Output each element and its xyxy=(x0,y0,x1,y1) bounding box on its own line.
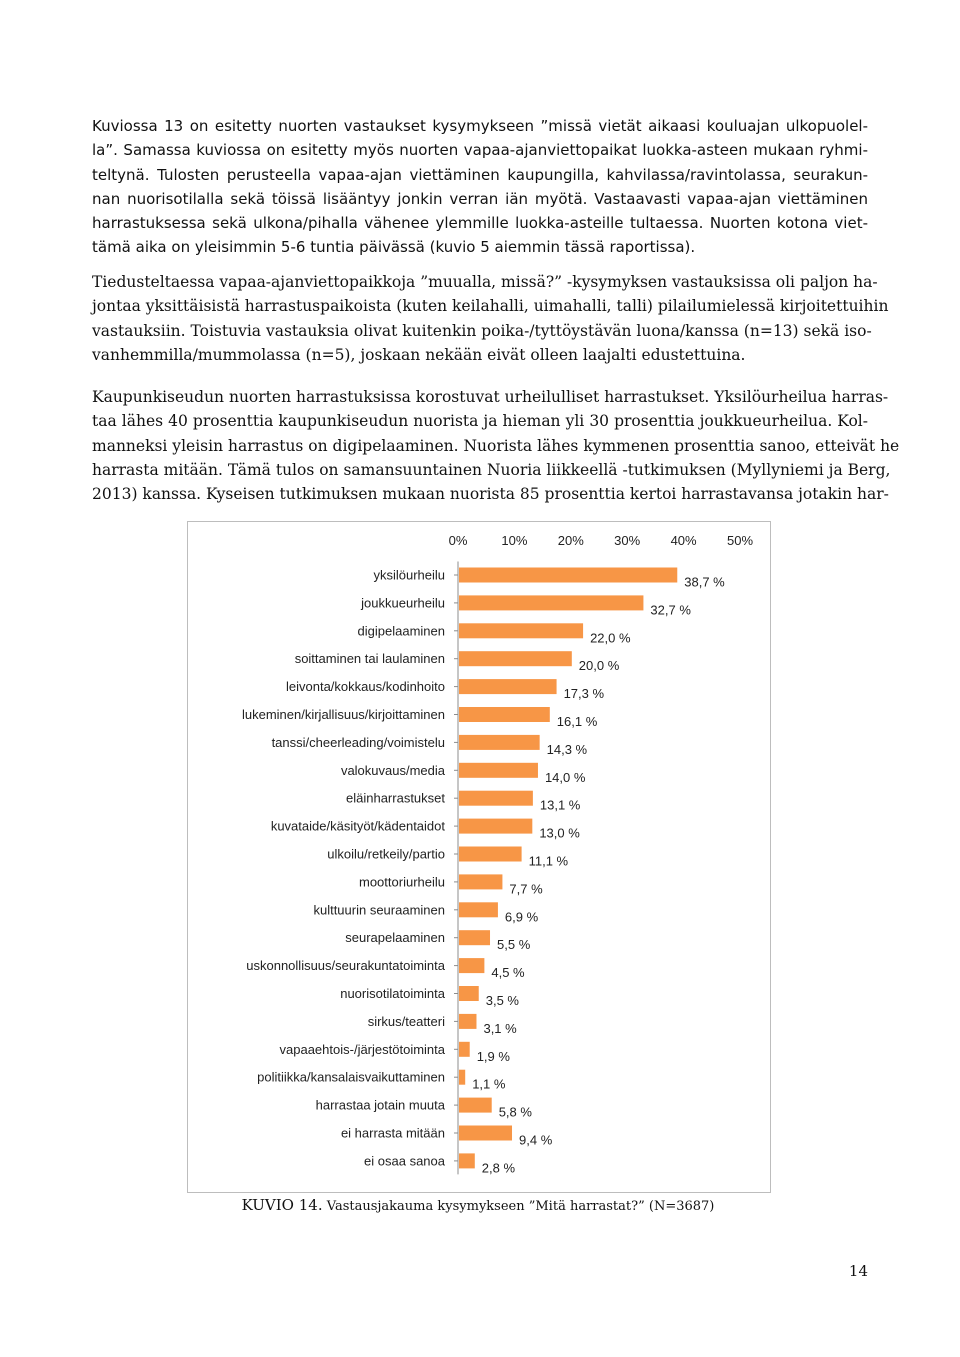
x-tick-label: 40% xyxy=(670,533,697,548)
bar xyxy=(459,930,490,945)
data-label: 3,1 % xyxy=(483,1020,517,1036)
paragraph-hobbies xyxy=(92,385,900,506)
data-label: 5,5 % xyxy=(497,937,531,953)
x-tick-label: 30% xyxy=(614,533,641,548)
category-label: ulkoilu/retkeily/partio xyxy=(327,846,445,862)
data-label: 3,5 % xyxy=(485,993,519,1008)
bar xyxy=(459,651,572,666)
bar xyxy=(459,986,479,1001)
category-label: uskonnollisuus/seurakuntatoiminta xyxy=(246,958,445,974)
bar xyxy=(459,595,643,610)
data-label: 32,7 % xyxy=(650,602,691,618)
category-label: seurapelaaminen xyxy=(345,930,445,946)
bar xyxy=(459,874,502,889)
data-label: 20,0 % xyxy=(578,658,620,674)
category-label: moottoriurheilu xyxy=(359,874,445,890)
text-line: la”. Samassa kuviossa on esitetty myös nuorten vapaa-ajanviettopaikat luokka-asteen mukaan ryhmi- xyxy=(92,141,868,160)
text-line: vanhemmilla/mummolassa (n=5), joskaan nekään eivät olleen laajalti edustettuina. xyxy=(92,345,746,364)
caption-text: Vastausjakauma kysymykseen ”Mitä harrastat?” (N=3687) xyxy=(326,1199,715,1214)
text-line: harrasta mitään. Tämä tulos on samansuuntainen Nuoria liikkeellä -tutkimuksen (Myllyniemi ja Berg, xyxy=(92,460,891,479)
data-label: 17,3 % xyxy=(563,686,605,702)
data-label: 1,1 % xyxy=(472,1076,506,1092)
data-label: 2,8 % xyxy=(481,1160,516,1176)
data-label: 1,9 % xyxy=(476,1048,510,1064)
text-line: vastauksiin. Toistuvia vastauksia olivat kuitenkin poika-/tyttöystävän luona/kanssa (n=13) sekä iso- xyxy=(92,321,872,340)
data-label: 38,7 % xyxy=(684,574,725,590)
bar xyxy=(459,623,583,638)
text-line: taa lähes 40 prosenttia kaupunkiseudun nuorista ja hieman yli 30 prosenttia joukkueurheilua. Kol- xyxy=(92,412,868,431)
page-number: 14 xyxy=(848,1262,868,1280)
bar xyxy=(459,679,557,694)
data-label: 13,1 % xyxy=(539,797,581,813)
text-line: 2013) kanssa. Kyseisen tutkimuksen mukaan nuorista 85 prosenttia kertoi harrastavansa jotakin har- xyxy=(92,485,889,504)
category-label: nuorisotilatoiminta xyxy=(340,986,445,1001)
bar xyxy=(459,902,498,917)
category-label: tanssi/cheerleading/voimistelu xyxy=(271,734,445,750)
category-label: yksilöurheilu xyxy=(373,567,445,583)
data-label: 13,0 % xyxy=(539,825,580,841)
category-label: vapaaehtois-/järjestötoiminta xyxy=(279,1041,445,1057)
data-label: 5,8 % xyxy=(498,1104,532,1120)
data-label: 6,9 % xyxy=(504,909,539,925)
category-label: sirkus/teatteri xyxy=(367,1013,445,1029)
bar xyxy=(459,1042,470,1057)
bar xyxy=(459,763,538,778)
data-label: 11,1 % xyxy=(528,853,569,869)
text-line: Kaupunkiseudun nuorten harrastuksissa korostuvat urheilulliset harrastukset. Yksilöurheilua harras- xyxy=(92,388,889,406)
category-label: joukkueurheilu xyxy=(361,595,445,611)
bar xyxy=(459,847,522,862)
category-label: kuvataide/käsityöt/kädentaidot xyxy=(270,818,445,834)
bar xyxy=(459,791,533,806)
bar xyxy=(459,735,540,750)
bar xyxy=(459,1098,492,1113)
text-line: jontaa yksittäisistä harrastuspaikoista (kuten keilahalli, uimahalli, talli) pilailumielessä kirjoitettuihin xyxy=(92,297,889,316)
x-tick-label: 0% xyxy=(448,533,468,548)
category-label: ei osaa sanoa xyxy=(364,1153,445,1169)
paragraph-leisure-places xyxy=(92,114,868,260)
bar xyxy=(459,707,550,722)
text-line: tämä aika on yleisimmin 5-6 tuntia päivässä (kuvio 5 aiemmin tässä raportissa). xyxy=(92,238,696,257)
figure-caption xyxy=(187,1196,769,1214)
paragraph-elsewhere-answers xyxy=(92,270,889,367)
data-label: 14,0 % xyxy=(544,769,586,785)
data-label: 9,4 % xyxy=(519,1132,553,1148)
data-label: 16,1 % xyxy=(556,714,598,729)
text-line: nan nuorisotilalla sekä töissä lisääntyy jonkin verran iän myötä. Vastaavasti vapaa-ajan viettäminen xyxy=(92,189,868,208)
category-label: valokuvaus/media xyxy=(340,762,445,778)
hobbies-bar-chart xyxy=(188,522,770,1192)
caption-label: KUVIO 14. xyxy=(241,1196,323,1214)
text-line: Tiedusteltaessa vapaa-ajanviettopaikkoja ”muualla, missä?” -kysymyksen vastauksissa oli paljon ha- xyxy=(92,273,878,291)
category-label: politiikka/kansalaisvaikuttaminen xyxy=(257,1069,445,1085)
bar xyxy=(459,1153,475,1168)
hobbies-chart xyxy=(187,521,771,1193)
text-line: teltynä. Tulosten perusteella vapaa-ajan viettäminen kaupungilla, kahvilassa/ravintolassa, seurakun- xyxy=(92,165,868,184)
bar xyxy=(459,958,484,973)
category-label: soittaminen tai laulaminen xyxy=(294,651,445,667)
category-label: lukeminen/kirjallisuus/kirjoittaminen xyxy=(241,707,445,722)
category-label: leivonta/kokkaus/kodinhoito xyxy=(286,679,445,695)
data-label: 22,0 % xyxy=(590,630,631,646)
category-label: digipelaaminen xyxy=(357,623,445,639)
bar xyxy=(459,1126,512,1141)
text-line: manneksi yleisin harrastus on digipelaaminen. Nuorista lähes kymmenen prosenttia sanoo, etteivät he xyxy=(92,436,900,455)
x-tick-label: 20% xyxy=(557,533,584,548)
category-label: kulttuurin seuraaminen xyxy=(313,902,445,918)
x-tick-label: 10% xyxy=(501,533,528,548)
bar xyxy=(459,1070,465,1085)
category-label: ei harrasta mitään xyxy=(340,1125,445,1141)
bar xyxy=(459,1014,476,1029)
data-label: 14,3 % xyxy=(546,741,588,757)
x-tick-label: 50% xyxy=(726,533,754,548)
category-label: eläinharrastukset xyxy=(346,790,445,806)
text-line: harrastuksessa sekä ulkona/pihalla vähenee ylemmille luokka-asteille tultaessa. Nuorten kotona viet- xyxy=(92,214,868,233)
bar xyxy=(459,568,677,583)
text-line: Kuviossa 13 on esitetty nuorten vastaukset kysymykseen ”missä vietät aikaasi kouluajan ulkopuolel- xyxy=(92,117,868,135)
category-label: harrastaa jotain muuta xyxy=(315,1097,445,1113)
bar xyxy=(459,819,532,834)
data-label: 4,5 % xyxy=(491,965,525,981)
data-label: 7,7 % xyxy=(509,881,543,897)
